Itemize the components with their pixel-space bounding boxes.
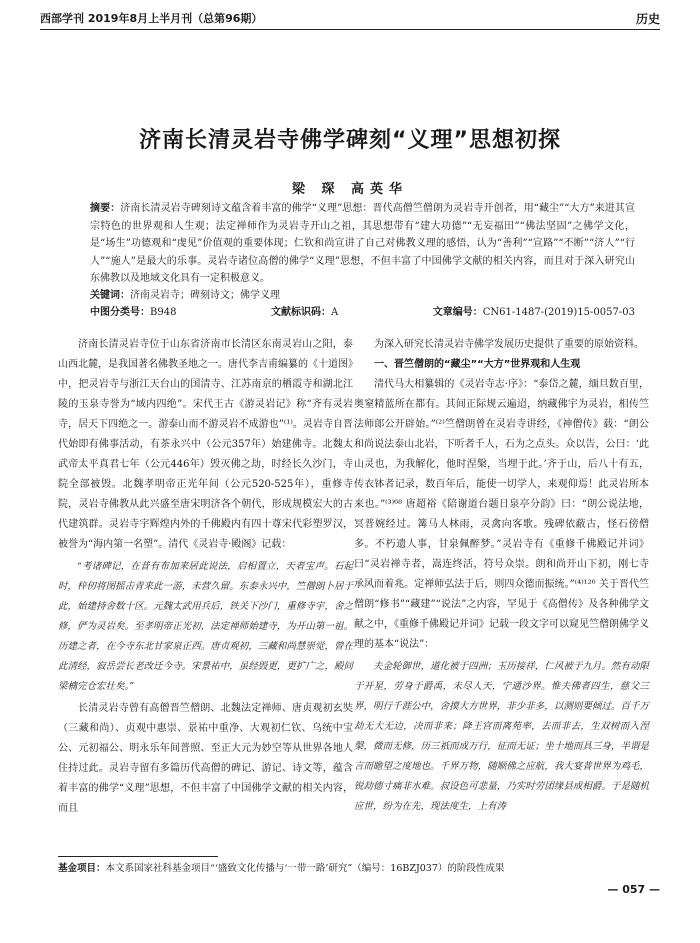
page-number: — 057 — (607, 883, 660, 896)
keywords (90, 288, 635, 304)
block-quote: 夫金轮御世，道化被于四洲；玉历接祥，仁风被于九月。然有动限于开星，劳身于爵禹，未尽人天，宁通沙界。惟夫佛者四生，慈父三界，明行千涯公中，舍摸大方世界，非少非多，以测则要倾过。百千万劫无大无边，决而非来；降王宫而离苑率，去而非去，生双树而入涅槃，微而无修，历三祇而成万行，征而无证；坐十地而具三身，半谓是言而瞻望之度地也。千界万物，随顺佛之应航，我大宴普世界为鸡毛，锐劫德寸痛非水难。叔设色可悲量，乃实时劳团缘县成相爵。于是随机应世，纷为在先，现法度生，上有涛 (354, 661, 649, 812)
left-column (58, 335, 353, 819)
footnote-label: 基金项目： (58, 863, 106, 874)
journal-header: 西部学刊 2019年8月上半月刊（总第96期） (40, 12, 263, 25)
block-quote: “考诸碑记，在昔有布加来居此说法，启相置立，天者宝声。石起时，梓仞将图摇击青来此一游，未营久留。东泰永兴中，竺僧朗卜居于此，始建持舍数十区。元魏太武用兵后，铁关下沙门，重修寺宇，舍之修，俨为灵岩矣。至孝明帝正光初，法定禅师始建寺，为开山第一祖。历建之者，在今寺东北甘家泉正西。唐贞观初，三藏和尚慧崇觉，曾在此清经，寂岳尝长老改迁今寺。宋景祐中，虽经毁更，更扩广之，殿间梁楠完仓宏壮矣。” (58, 561, 353, 692)
keywords-label: 关键词： (90, 290, 130, 301)
authors: 梁 琛 高英华 (291, 182, 409, 197)
section-heading: 一、晋竺僧朗的“藏尘”“大方”世界观和人生观 (374, 359, 581, 370)
body-paragraph: 济南长清灵岩寺位于山东省济南市长清区东南灵岩山之阳，泰山西北麓，是我国著名佛教圣地之一。唐代李吉甫编纂的《十道图》中，把灵岩寺与浙江天台山的国清寺、江苏南京的栖霞寺和湖北江陵的玉泉寺誉为“域内四绝”。宋代王古《游灵岩记》称“齐有灵岩寺，居天下四绝之一。游泰山而不游灵岩不成游也”⁽¹⁾。灵岩寺自晋代始即有佛事活动，有茶永兴中（公元357年）始建佛寺。北魏太武帝太平真君七年（公元446年）毁灭佛之劫，时经长久沙门，寺院全部被毁。北魏孝明帝正光年间（公元520-525年），重修寺院，灵岩寺佛教从此兴盛至唐宋明济各个朝代，形成规模宏大的古代建筑群。灵岩寺宇辉煌内外的千佛殿内有四十尊宋代彩塑罗汉，被誉为“海内第一名塑”。清代《灵岩寺·殿阁》记载： (58, 339, 353, 550)
clc-code (90, 305, 176, 321)
article-value: CN61-1487-(2019)15-0057-03 (482, 307, 635, 318)
body-paragraph: 为深入研究长清灵岩寺佛学发展历史提供了重要的原始资料。 (374, 339, 644, 350)
body-paragraph: 长清灵岩寺曾有高僧晋竺僧朗、北魏法定禅师、唐贞观初玄奘（三藏和尚）、贞观中惠崇、景祐中重净、大观初仁钦、乌统中宝公、元初福公、明永乐年间普照、至正大元为妙空等从世界各地人住持过此。灵岩寺留有多篇历代高僧的碑记、游记、诗文等，蕴含着丰富的佛学“义理”思想，不但丰富了中国佛学文献的相关内容，而且 (58, 703, 353, 814)
clc-value: B948 (150, 307, 177, 318)
abstract (90, 200, 635, 288)
clc-label: 中图分类号： (90, 307, 150, 318)
right-column (354, 335, 649, 819)
header-divider (40, 29, 660, 30)
section-label: 历史 (635, 12, 660, 26)
footnote-text: 本文系国家社科基金项目“‘盛致文化传播与‘一带一路’研究”（编号：16BZJ037）的阶段性成果 (105, 863, 505, 874)
abstract-label: 摘要： (90, 203, 121, 214)
keywords-text: 济南灵岩寺；碑刻诗文；佛学义理 (130, 290, 280, 301)
abstract-text: 济南长清灵岩寺碑刻诗文蕴含着丰富的佛学“义理”思想：晋代高僧竺僧朗为灵岩寺开创者，用“藏尘”“大方”来进其宣宗特色的世界观和人生观；法定禅师作为灵岩寺开山之祖，其思想带有“建大功德”“无妄福田”“佛法坚固”之佛学文化，是“场生”功德观和“虔见”价值观的重要体现；仁钦和尚宣讲了自己对佛教义理的感悟，认为“善利”“宣路”“不断”“济人”“行人”“施人”是最大的乐事。灵岩寺诸位高僧的佛学“义理”思想，不但丰富了中国佛学文献的相关内容，而且对于深入研究山东佛教以及地域文化具有一定积极意义。 (90, 203, 636, 284)
funding-footnote (58, 860, 504, 874)
classification-row (90, 305, 635, 321)
article-label: 文章编号： (432, 307, 483, 318)
doc-label: 文献标识码： (270, 307, 331, 318)
article-title: 济南长清灵岩寺佛学碑刻“义理”思想初探 (139, 128, 561, 153)
footnote-divider (58, 856, 218, 857)
body-paragraph: 清代马大相纂辑的《灵岩寺志·序》：“泰岱之麓，缅旦数百里，奥窒精蓝所在都有。其间正际规云遍迢，纳藏佛宇为灵岩，相传竺法师郎公开辟始。”⁽²⁾竺僧朗曾在灵岩寺讲经，《神僧传》载：“朗公和尚说法泰山北岩，下听者千人，石为之点头。众以告，公曰：‘此山灵也，为我解化，他时涅槃，当埋于此。’齐于山，后八十有五，传衣钵者记录，数百年后，能使一切学人，来观仰焉！此灵岩所本来也。”⁽³⁾⁶⁸ 唐超裕《陪谢道台题日泉亭分韵》曰：“朗公说法地，冥普婉经过。篝马人林雨，灵禽向客歌。残碑依蔽古，怪石傍僧多。不朽遗人事，甘泉佩醉梦。”灵岩寺有《重修千佛殿记并词》曰“灵岩禅寺者，嵩连终活，符号众崇。朗和尚开山下初，刚七寺承风而着兆。定禅师弘法于后，则四众德而振统。”⁽⁴⁾¹²⁶ 关于晋代竺僧朗“修书”“藏建”“说法”之内容，罕见于《高僧传》及各种佛学文献之中，《重修千佛殿记并词》记载一段文字可以窥见竺僧朗佛学义理的基本“说法”： (354, 379, 649, 650)
doc-code (271, 305, 338, 321)
article-number (433, 305, 635, 321)
doc-value: A (330, 307, 339, 318)
